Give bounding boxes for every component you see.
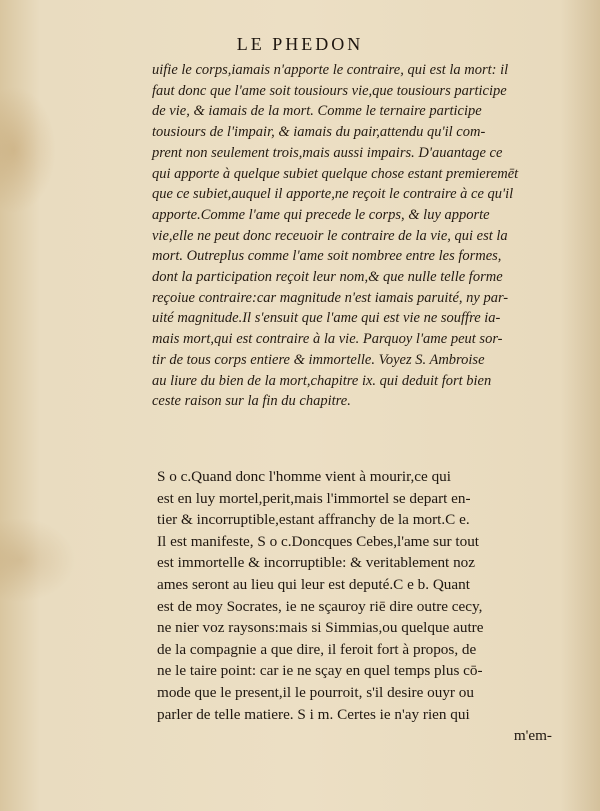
main-text-line: S o c.Quand donc l'homme vient à mourir,ce qui [157,468,451,485]
commentary-block [152,60,547,412]
main-text-line: est de moy Socrates, ie ne sçauroy riē dire outre cecy, [157,597,483,615]
commentary-line: dont la participation reçoit leur nom,& que nulle telle forme [152,269,503,286]
main-text-line: de la compagnie a que dire, il feroit fort à propos, de [157,640,477,658]
commentary-line: au liure du bien de la mort,chapitre ix. qui deduit fort bien [152,372,492,389]
main-text-block [157,466,552,747]
commentary-line: ceste raison sur la fin du chapitre. [152,393,351,410]
commentary-line: qui apporte à quelque subiet quelque chose estant premieremēt [152,165,519,182]
commentary-line: prent non seulement trois,mais aussi impairs. D'auantage ce [152,144,503,161]
commentary-line: uité magnitude.Il s'ensuit que l'ame qui est vie ne souffre ia- [152,310,501,327]
commentary-line: mort. Outreplus comme l'ame soit nombree entre les formes, [152,248,502,265]
commentary-line: vie,elle ne peut donc receuoir le contraire de la vie, qui est la [152,227,508,244]
main-text-line: ne le taire point: car ie ne sçay en quel temps plus cō- [157,662,483,680]
main-text-line: est immortelle & incorruptible: & veritablement noz [157,554,476,572]
main-text-line: tier & incorruptible,estant affranchy de la mort.C e. [157,511,470,529]
commentary-line: uifie le corps,iamais n'apporte le contraire, qui est la mort: il [152,62,509,78]
commentary-line: tir de tous corps entiere & immortelle. Voyez S. Ambroise [152,351,485,368]
commentary-line: reçoiue contraire:car magnitude n'est iamais paruité, ny par- [152,289,509,306]
commentary-line: de vie, & iamais de la mort. Comme le ternaire participe [152,103,482,120]
main-text-line: Il est manifeste, S o c.Doncques Cebes,l'ame sur tout [157,532,480,550]
main-text-line: ames seront au lieu qui leur est deputé.C e b. Quant [157,575,470,593]
commentary-line: apporte.Comme l'ame qui precede le corps, & luy apporte [152,206,490,223]
running-head: LE PHEDON [236,34,364,54]
main-text-line: parler de telle matiere. S i m. Certes ie n'ay rien qui [157,705,470,723]
main-text-line: est en luy mortel,perit,mais l'immortel se depart en- [157,489,471,507]
commentary-line: tousiours de l'impair, & iamais du pair,attendu qu'il com- [152,124,486,141]
main-text-line: ne nier voz raysons:mais si Simmias,ou quelque autre [157,619,484,637]
commentary-line: que ce subiet,auquel il apporte,ne reçoit le contraire à ce qu'il [152,186,514,203]
commentary-line: faut donc que l'ame soit tousiours vie,que tousiours participe [152,82,507,99]
main-text-line: mode que le present,il le pourroit, s'il desire ouyr ou [157,683,474,701]
commentary-line: mais mort,qui est contraire à la vie. Parquoy l'ame peut sor- [152,331,503,348]
catchword: m'em- [513,727,552,745]
